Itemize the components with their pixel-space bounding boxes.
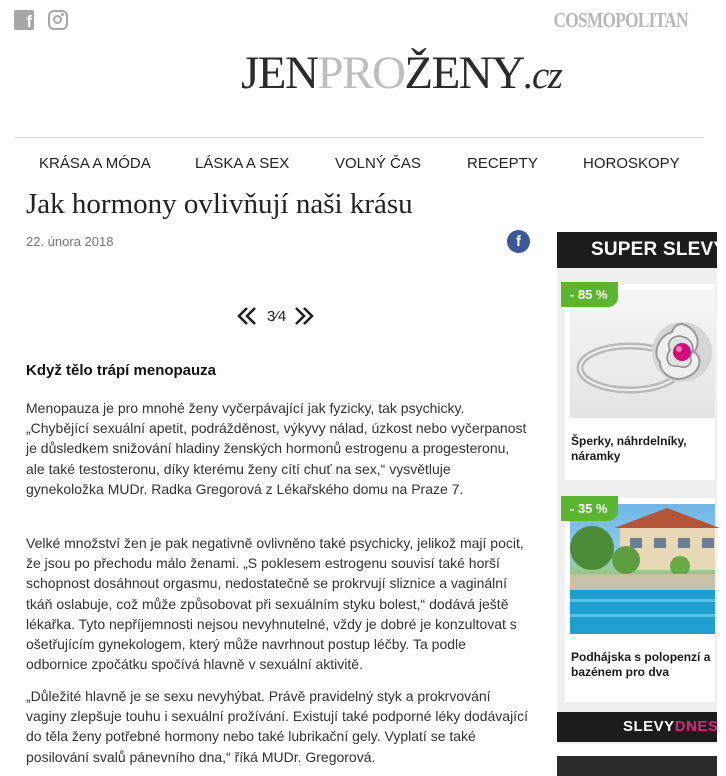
ad-card-label: Podhájska s polopenzí a bazénem pro dva: [571, 650, 711, 679]
logo-zeny: ŽENY: [404, 47, 524, 99]
ad-footer-logo[interactable]: [557, 712, 717, 742]
article-title: Jak hormony ovlivňují naši krásu: [26, 188, 413, 220]
nav-item-horoskopy[interactable]: HOROSKOPY: [583, 155, 680, 172]
article-paragraph: „Důležité hlavně je se sexu nevyhýbat. Právě pravidelný styk a prokrvování vaginy zlepšuje touhu i sexuální prožívání. Existují také podporné léky dodávající do těla ženy potřebné hormony nebo také lubrikační gely. Vyplatí se také posilování svalů pánevního dna,“ říká MUDr. Gregorová.: [26, 688, 528, 765]
main-nav: [0, 155, 704, 175]
facebook-icon[interactable]: [14, 10, 34, 30]
header-divider: [14, 137, 704, 138]
article-paragraph: Menopauza je pro mnohé ženy vyčerpávající jak fyzicky, tak psychicky. „Chybějící sexuální apetit, podrážděnost, výkyvy nálad, úzkost nebo vyčerpanost je důsledkem snižování hladiny ženských hormonů estrogenu a progesteronu, ale také testosteronu, díky kterému ženy cítí chuť na sex,“ vysvětluje gynekoložka MUDr. Radka Gregorová z Lékařského domu na Praze 7.: [26, 400, 527, 497]
ad-card[interactable]: [565, 284, 715, 480]
logo-pro: PRO: [317, 47, 405, 99]
instagram-icon[interactable]: [48, 10, 68, 30]
social-links: [14, 10, 68, 30]
page-counter: 3⁄4: [267, 307, 287, 325]
article-paragraph: Velké množství žen je pak negativně ovlivněno také psychicky, jelikož mají pocit, že jsou po přechodu málo ženami. „S poklesem estrogenu souvisí také horší schopnost dosáhnout orgasmu, nedostatečně se prokrvují sliznice a vaginální tkáň oslabuje, což může způsobovat při sexuálním styku bolest,“ dodává ještě lékařka. Tyto nepříjemnosti nejsou nevyhnutelné, vždy je dobré je konzultovat s ošetřujícím gynekologem, který může navrhnout postup léčby. Ta podle odbornice zpočátku spočívá hlavně v sexuální aktivitě.: [26, 535, 524, 673]
logo-jen: JEN: [241, 47, 318, 99]
discount-badge: - 35 %: [561, 496, 618, 521]
ad-footer-text: SLEVY: [623, 718, 675, 735]
ad-card[interactable]: [565, 498, 715, 702]
facebook-share-icon[interactable]: f: [507, 230, 530, 253]
ad-footer-highlight: DNES: [674, 718, 719, 735]
logo-cz: .cz: [523, 54, 562, 97]
gallery-pager: [236, 304, 315, 328]
nav-item-volny-cas[interactable]: VOLNÝ ČAS: [335, 155, 421, 172]
hotel-pool-image: [570, 504, 715, 634]
ring-image: [570, 290, 715, 418]
cosmopolitan-link[interactable]: COSMOPOLITAN: [553, 8, 688, 32]
sidebar-ad-next: [557, 756, 717, 776]
chevron-double-left-icon[interactable]: [236, 304, 258, 328]
site-logo[interactable]: [241, 47, 562, 99]
article-date: 22. února 2018: [26, 234, 114, 249]
discount-badge: - 85 %: [561, 282, 618, 307]
nav-item-laska-a-sex[interactable]: LÁSKA A SEX: [195, 155, 290, 172]
ad-card-label: Šperky, náhrdelníky, náramky: [571, 434, 687, 463]
article-subheading: Když tělo trápí menopauza: [26, 362, 217, 379]
nav-item-krasa-a-moda[interactable]: KRÁSA A MÓDA: [39, 155, 151, 172]
chevron-double-right-icon[interactable]: [293, 304, 315, 328]
nav-item-recepty[interactable]: RECEPTY: [467, 155, 538, 172]
sidebar-ad[interactable]: [557, 232, 726, 744]
ad-header: SUPER SLEVY: [557, 232, 717, 268]
